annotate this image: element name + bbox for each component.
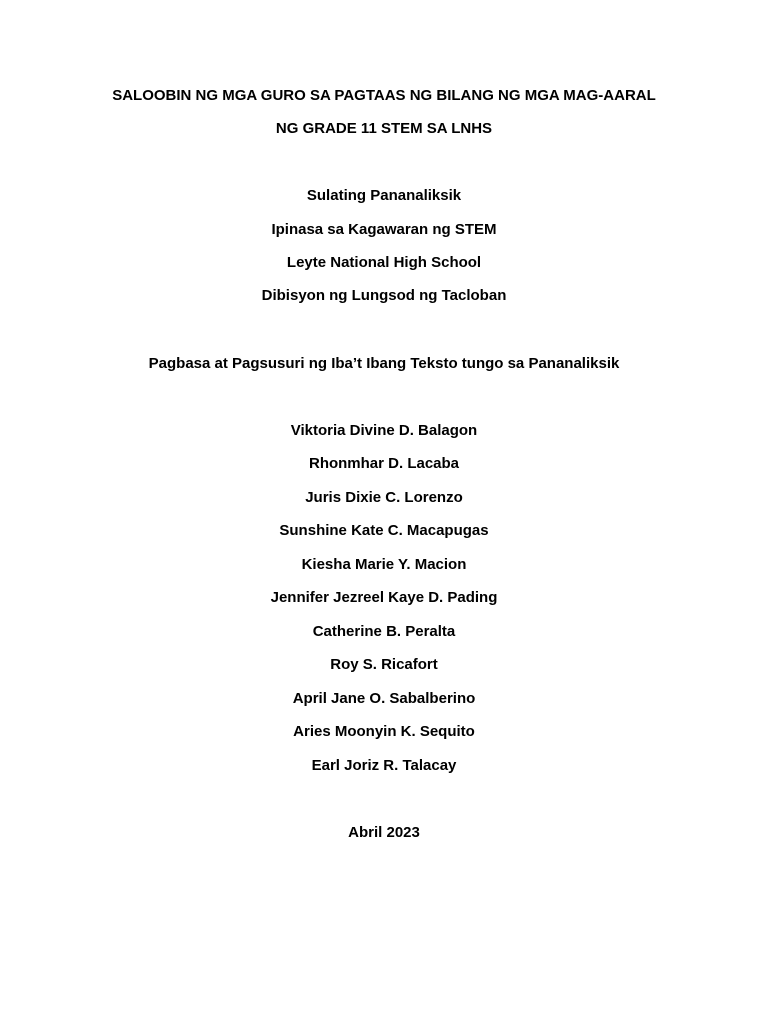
author-name: Earl Joriz R. Talacay [311,757,457,774]
author-name: Catherine B. Peralta [312,623,456,640]
submission-division: Dibisyon ng Lungsod ng Tacloban [261,287,507,304]
author-name: Juris Dixie C. Lorenzo [305,489,463,506]
submission-school: Leyte National High School [286,254,482,271]
document-date: Abril 2023 [348,824,420,841]
title-line-1: SALOOBIN NG MGA GURO SA PAGTAAS NG BILANG NG MGA MAG-AARAL [112,87,656,104]
author-name: Aries Moonyin K. Sequito [293,723,475,740]
author-name: Kiesha Marie Y. Macion [301,556,467,573]
author-name: Roy S. Ricafort [330,656,438,673]
author-name: April Jane O. Sabalberino [292,690,476,707]
author-name: Sunshine Kate C. Macapugas [279,522,489,539]
author-name: Jennifer Jezreel Kaye D. Pading [270,589,498,606]
submission-department: Ipinasa sa Kagawaran ng STEM [271,221,497,238]
submission-type: Sulating Pananaliksik [306,187,462,204]
course-title: Pagbasa at Pagsusuri ng Iba’t Ibang Teksto tungo sa Pananaliksik [148,355,620,372]
author-name: Rhonmhar D. Lacaba [308,455,460,472]
author-name: Viktoria Divine D. Balagon [290,422,478,439]
title-line-2: NG GRADE 11 STEM SA LNHS [275,120,493,137]
